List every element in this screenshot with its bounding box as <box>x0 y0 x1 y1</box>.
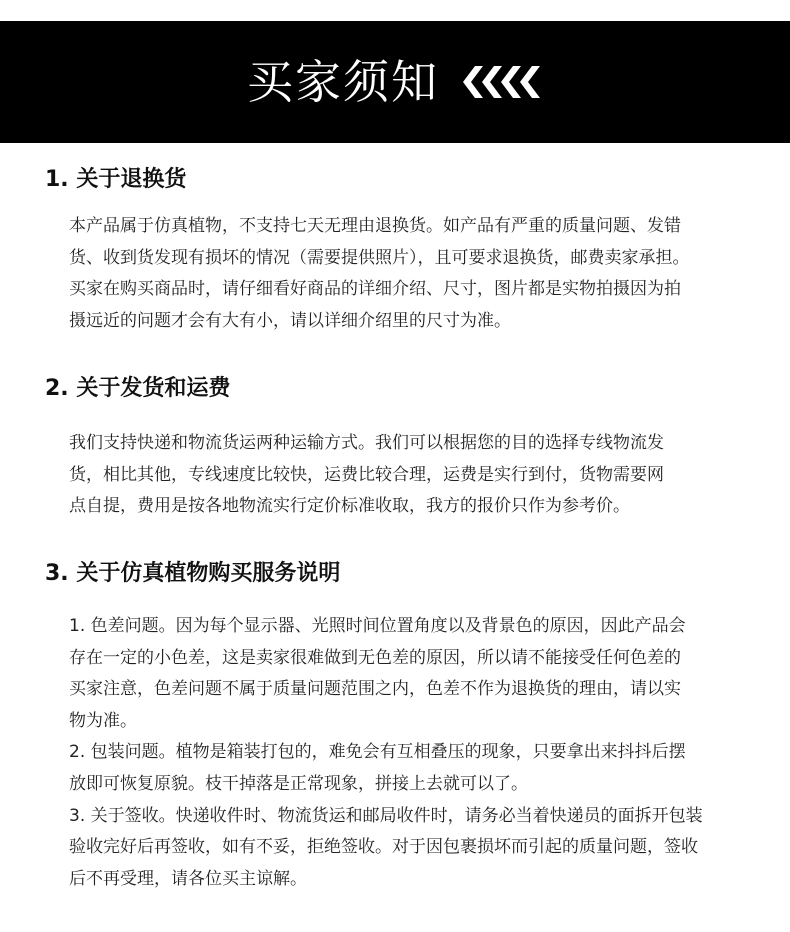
paragraph-line: 货、收到货发现有损坏的情况（需要提供照片），且可要求退换货，邮费卖家承担。 <box>69 247 690 268</box>
section-title: 2. 关于发货和运费 <box>45 376 231 401</box>
paragraph-line: 摄远近的问题才会有大有小，请以详细介绍里的尺寸为准。 <box>69 310 511 331</box>
double-chevron-left-icon <box>461 65 543 99</box>
paragraph-line: 点自提，费用是按各地物流实行定价标准收取，我方的报价只作为参考价。 <box>69 496 630 517</box>
paragraph-line: 物为准。 <box>69 710 137 731</box>
paragraph-line: 货，相比其他，专线速度比较快，运费比较合理，运费是实行到付，货物需要网 <box>69 464 664 485</box>
paragraph-line: 后不再受理，请各位买主谅解。 <box>69 868 307 889</box>
paragraph-line: 2. 包装问题。植物是箱装打包的，难免会有互相叠压的现象，只要拿出来抖抖后摆 <box>69 742 686 763</box>
paragraph-line: 放即可恢复原貌。枝干掉落是正常现象，拼接上去就可以了。 <box>69 773 528 794</box>
section-title: 3. 关于仿真植物购买服务说明 <box>45 561 341 586</box>
section-body <box>69 611 749 895</box>
paragraph-line: 3. 关于签收。快递收件时、物流货运和邮局收件时，请务必当着快递员的面拆开包装 <box>69 805 703 826</box>
paragraph-line: 买家在购买商品时，请仔细看好商品的详细介绍、尺寸，图片都是实物拍摄因为拍 <box>69 279 681 300</box>
section-title: 1. 关于退换货 <box>45 167 187 192</box>
paragraph-line: 本产品属于仿真植物，不支持七天无理由退换货。如产品有严重的质量问题、发错 <box>69 216 681 236</box>
paragraph-line: 买家注意，色差问题不属于质量问题范围之内，色差不作为退换货的理由，请以实 <box>69 679 681 700</box>
paragraph-line: 验收完好后再签收，如有不妥，拒绝签收。对于因包裹损坏而引起的质量问题，签收 <box>69 837 698 858</box>
paragraph-line: 我们支持快递和物流货运两种运输方式。我们可以根据您的目的选择专线物流发 <box>69 433 664 453</box>
paragraph-line: 存在一定的小色差，这是卖家很难做到无色差的原因，所以请不能接受任何色差的 <box>69 647 681 668</box>
paragraph-line: 1. 色差问题。因为每个显示器、光照时间位置角度以及背景色的原因，因此产品会 <box>69 616 686 636</box>
header-banner <box>0 21 790 143</box>
section-body <box>69 211 749 337</box>
section-body <box>69 428 749 523</box>
page-title: 买家须知 <box>247 55 439 109</box>
